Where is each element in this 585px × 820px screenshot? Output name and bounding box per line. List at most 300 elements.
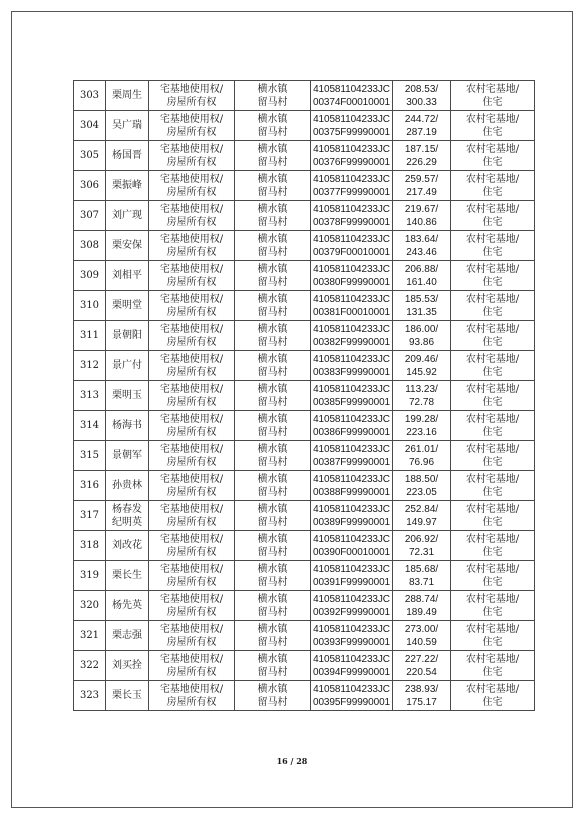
- usage-type-text: 农村宅基地/: [465, 173, 520, 185]
- location-text: 横水镇: [257, 683, 288, 695]
- unit-code: [311, 231, 393, 261]
- location-text: 横水镇: [257, 623, 288, 635]
- unit-code-text: 00376F99990001: [312, 156, 390, 168]
- table-row: [74, 381, 535, 411]
- unit-code: [311, 81, 393, 111]
- location: [235, 141, 311, 171]
- area-value-text: 72.78: [408, 396, 435, 408]
- unit-code-text: 410581104233JC: [313, 683, 390, 695]
- location-text: 留马村: [257, 606, 288, 618]
- table-row: [74, 141, 535, 171]
- area-value: [393, 351, 451, 381]
- location-text: 留马村: [257, 456, 288, 468]
- table-row: [74, 531, 535, 561]
- table-row: [74, 261, 535, 291]
- usage-type-text: 农村宅基地/: [465, 143, 520, 155]
- right-type-text: 房屋所有权: [166, 426, 217, 438]
- area-value-text: 113.23/: [405, 383, 438, 395]
- unit-code-text: 00391F99990001: [312, 576, 390, 588]
- area-value: [393, 471, 451, 501]
- unit-code: [311, 651, 393, 681]
- location-text: 留马村: [257, 666, 288, 678]
- area-value-text: 223.05: [406, 486, 437, 498]
- area-value: [393, 171, 451, 201]
- record-number: [74, 681, 106, 711]
- location: [235, 471, 311, 501]
- owner-name: [106, 441, 149, 471]
- unit-code: [311, 351, 393, 381]
- usage-type: [451, 261, 535, 291]
- right-type: [149, 441, 235, 471]
- record-number: [74, 561, 106, 591]
- right-type-text: 宅基地使用权/: [159, 83, 224, 95]
- unit-code: [311, 591, 393, 621]
- registration-table: [73, 80, 535, 711]
- area-value: [393, 111, 451, 141]
- unit-code-text: 410581104233JC: [313, 413, 390, 425]
- record-number-text: 316: [79, 480, 100, 491]
- table-row: [74, 81, 535, 111]
- table-body: [74, 81, 535, 711]
- table-row: [74, 591, 535, 621]
- usage-type-text: 住宅: [482, 186, 503, 198]
- right-type-text: 宅基地使用权/: [159, 473, 224, 485]
- owner-name-text: 杨海书: [112, 420, 142, 431]
- right-type-text: 房屋所有权: [166, 456, 217, 468]
- location-text: 留马村: [257, 276, 288, 288]
- record-number-text: 321: [79, 630, 100, 641]
- area-value: [393, 201, 451, 231]
- owner-name-text: 栗明堂: [112, 300, 142, 311]
- usage-type-text: 住宅: [482, 486, 503, 498]
- owner-name-text: 栗志强: [112, 630, 142, 641]
- location: [235, 171, 311, 201]
- right-type-text: 房屋所有权: [166, 276, 217, 288]
- right-type-text: 房屋所有权: [166, 156, 217, 168]
- owner-name-text: 景朝阳: [112, 330, 142, 341]
- right-type-text: 房屋所有权: [166, 546, 217, 558]
- usage-type: [451, 561, 535, 591]
- area-value: [393, 81, 451, 111]
- right-type-text: 宅基地使用权/: [159, 113, 224, 125]
- record-number-text: 312: [79, 360, 100, 371]
- area-value-text: 209.46/: [404, 353, 439, 365]
- right-type: [149, 351, 235, 381]
- record-number: [74, 171, 106, 201]
- location-text: 留马村: [257, 126, 288, 138]
- unit-code-text: 410581104233JC: [313, 383, 390, 395]
- owner-name-text: 杨先英: [112, 600, 142, 611]
- table-row: [74, 621, 535, 651]
- record-number-text: 313: [79, 390, 100, 401]
- owner-name: [106, 291, 149, 321]
- unit-code: [311, 141, 393, 171]
- area-value-text: 300.33: [406, 96, 437, 108]
- right-type: [149, 381, 235, 411]
- usage-type: [451, 201, 535, 231]
- area-value: [393, 141, 451, 171]
- record-number-text: 309: [79, 270, 100, 281]
- location: [235, 291, 311, 321]
- owner-name: [106, 411, 149, 441]
- right-type-text: 房屋所有权: [166, 366, 217, 378]
- record-number: [74, 441, 106, 471]
- usage-type: [451, 141, 535, 171]
- right-type: [149, 171, 235, 201]
- area-value-text: 145.92: [406, 366, 437, 378]
- unit-code-text: 410581104233JC: [313, 623, 390, 635]
- right-type: [149, 141, 235, 171]
- area-value-text: 227.22/: [404, 653, 439, 665]
- area-value-text: 206.92/: [404, 533, 439, 545]
- unit-code-text: 00388F99990001: [312, 486, 390, 498]
- location: [235, 441, 311, 471]
- right-type-text: 房屋所有权: [166, 336, 217, 348]
- usage-type-text: 住宅: [482, 696, 503, 708]
- unit-code: [311, 621, 393, 651]
- area-value-text: 149.97: [406, 516, 437, 528]
- usage-type-text: 农村宅基地/: [465, 653, 520, 665]
- record-number-text: 319: [79, 570, 100, 581]
- right-type-text: 宅基地使用权/: [159, 623, 224, 635]
- right-type-text: 房屋所有权: [166, 96, 217, 108]
- area-value: [393, 561, 451, 591]
- area-value-text: 208.53/: [404, 83, 439, 95]
- location: [235, 351, 311, 381]
- area-value-text: 223.16: [406, 426, 437, 438]
- location-text: 横水镇: [257, 473, 288, 485]
- table-row: [74, 471, 535, 501]
- unit-code-text: 00385F99990001: [312, 396, 390, 408]
- area-value-text: 261.01/: [404, 443, 439, 455]
- location: [235, 531, 311, 561]
- unit-code-text: 410581104233JC: [313, 323, 390, 335]
- location: [235, 621, 311, 651]
- table-row: [74, 681, 535, 711]
- right-type: [149, 681, 235, 711]
- area-value-text: 83.71: [408, 576, 435, 588]
- right-type-text: 宅基地使用权/: [159, 443, 224, 455]
- owner-name-text: 刘相平: [112, 270, 142, 281]
- unit-code: [311, 291, 393, 321]
- right-type-text: 宅基地使用权/: [159, 233, 224, 245]
- location-text: 横水镇: [257, 653, 288, 665]
- right-type: [149, 231, 235, 261]
- owner-name: [106, 681, 149, 711]
- unit-code-text: 410581104233JC: [313, 293, 390, 305]
- owner-name: [106, 591, 149, 621]
- usage-type-text: 住宅: [482, 156, 503, 168]
- table-row: [74, 561, 535, 591]
- owner-name: [106, 141, 149, 171]
- unit-code-text: 00390F00010001: [312, 546, 390, 558]
- unit-code: [311, 321, 393, 351]
- area-value-text: 243.46: [406, 246, 437, 258]
- location: [235, 261, 311, 291]
- usage-type-text: 农村宅基地/: [465, 563, 520, 575]
- area-value-text: 259.57/: [404, 173, 439, 185]
- usage-type-text: 农村宅基地/: [465, 443, 520, 455]
- record-number-text: 303: [79, 90, 100, 101]
- location-text: 留马村: [257, 306, 288, 318]
- area-value-text: 183.64/: [404, 233, 439, 245]
- location: [235, 561, 311, 591]
- usage-type: [451, 321, 535, 351]
- record-number-text: 310: [79, 300, 100, 311]
- usage-type-text: 住宅: [482, 276, 503, 288]
- usage-type-text: 住宅: [482, 336, 503, 348]
- usage-type: [451, 291, 535, 321]
- right-type-text: 房屋所有权: [166, 636, 217, 648]
- unit-code-text: 00394F99990001: [312, 666, 390, 678]
- record-number-text: 317: [79, 510, 100, 521]
- right-type-text: 房屋所有权: [166, 696, 217, 708]
- location-text: 留马村: [257, 216, 288, 228]
- owner-name: [106, 561, 149, 591]
- usage-type: [451, 381, 535, 411]
- usage-type: [451, 471, 535, 501]
- owner-name-text: 杨国晋: [112, 150, 142, 161]
- location-text: 横水镇: [257, 143, 288, 155]
- location-text: 留马村: [257, 636, 288, 648]
- right-type-text: 房屋所有权: [166, 216, 217, 228]
- owner-name: [106, 81, 149, 111]
- table-row: [74, 111, 535, 141]
- record-number-text: 322: [79, 660, 100, 671]
- unit-code: [311, 411, 393, 441]
- location: [235, 201, 311, 231]
- area-value-text: 140.86: [406, 216, 437, 228]
- area-value-text: 76.96: [408, 456, 435, 468]
- right-type-text: 房屋所有权: [166, 576, 217, 588]
- area-value-text: 199.28/: [404, 413, 439, 425]
- owner-name-text: 景朝军: [112, 450, 142, 461]
- unit-code-text: 00387F99990001: [312, 456, 390, 468]
- record-number-text: 318: [79, 540, 100, 551]
- usage-type-text: 农村宅基地/: [465, 83, 520, 95]
- record-number: [74, 531, 106, 561]
- table-row: [74, 501, 535, 531]
- area-value-text: 219.67/: [404, 203, 439, 215]
- record-number: [74, 651, 106, 681]
- location: [235, 111, 311, 141]
- usage-type-text: 住宅: [482, 396, 503, 408]
- owner-name-text: 吴广瑞: [112, 120, 142, 131]
- location-text: 横水镇: [257, 233, 288, 245]
- usage-type-text: 住宅: [482, 426, 503, 438]
- record-number-text: 315: [79, 450, 100, 461]
- usage-type: [451, 81, 535, 111]
- right-type: [149, 531, 235, 561]
- table-row: [74, 351, 535, 381]
- location-text: 留马村: [257, 516, 288, 528]
- area-value-text: 217.49: [406, 186, 437, 198]
- record-number: [74, 351, 106, 381]
- unit-code-text: 410581104233JC: [313, 203, 390, 215]
- location-text: 留马村: [257, 426, 288, 438]
- owner-name: [106, 651, 149, 681]
- area-value: [393, 591, 451, 621]
- unit-code-text: 410581104233JC: [313, 473, 390, 485]
- unit-code-text: 410581104233JC: [313, 443, 390, 455]
- location-text: 留马村: [257, 396, 288, 408]
- area-value-text: 238.93/: [404, 683, 439, 695]
- location-text: 横水镇: [257, 203, 288, 215]
- area-value-text: 273.00/: [404, 623, 439, 635]
- area-value: [393, 681, 451, 711]
- area-value-text: 252.84/: [404, 503, 439, 515]
- record-number-text: 314: [79, 420, 100, 431]
- usage-type-text: 住宅: [482, 246, 503, 258]
- owner-name-text: 栗安保: [112, 240, 142, 251]
- usage-type-text: 农村宅基地/: [465, 323, 520, 335]
- unit-code-text: 410581104233JC: [313, 113, 390, 125]
- owner-name: [106, 261, 149, 291]
- document-page: [11, 11, 573, 808]
- usage-type-text: 农村宅基地/: [465, 503, 520, 515]
- record-number: [74, 291, 106, 321]
- right-type-text: 宅基地使用权/: [159, 653, 224, 665]
- area-value-text: 288.74/: [404, 593, 439, 605]
- area-value-text: 287.19: [406, 126, 437, 138]
- unit-code: [311, 171, 393, 201]
- owner-name-text: 刘广现: [112, 210, 142, 221]
- usage-type-text: 农村宅基地/: [465, 263, 520, 275]
- location-text: 横水镇: [257, 593, 288, 605]
- usage-type-text: 农村宅基地/: [465, 593, 520, 605]
- usage-type-text: 住宅: [482, 216, 503, 228]
- usage-type-text: 农村宅基地/: [465, 413, 520, 425]
- record-number: [74, 321, 106, 351]
- right-type-text: 宅基地使用权/: [159, 683, 224, 695]
- usage-type: [451, 441, 535, 471]
- unit-code-text: 00374F00010001: [312, 96, 390, 108]
- owner-name-text: 刘买拴: [112, 660, 142, 671]
- location: [235, 81, 311, 111]
- right-type-text: 宅基地使用权/: [159, 503, 224, 515]
- record-number-text: 305: [79, 150, 100, 161]
- area-value: [393, 411, 451, 441]
- unit-code-text: 410581104233JC: [313, 533, 390, 545]
- usage-type: [451, 621, 535, 651]
- location-text: 横水镇: [257, 173, 288, 185]
- unit-code-text: 410581104233JC: [313, 173, 390, 185]
- record-number: [74, 261, 106, 291]
- area-value-text: 189.49: [406, 606, 437, 618]
- right-type-text: 房屋所有权: [166, 606, 217, 618]
- owner-name: [106, 621, 149, 651]
- unit-code-text: 410581104233JC: [313, 653, 390, 665]
- owner-name-text: 栗明玉: [112, 390, 142, 401]
- usage-type: [451, 411, 535, 441]
- usage-type-text: 农村宅基地/: [465, 113, 520, 125]
- location-text: 横水镇: [257, 353, 288, 365]
- area-value-text: 140.59: [406, 636, 437, 648]
- usage-type-text: 住宅: [482, 546, 503, 558]
- right-type-text: 宅基地使用权/: [159, 383, 224, 395]
- area-value: [393, 261, 451, 291]
- location-text: 横水镇: [257, 323, 288, 335]
- usage-type: [451, 591, 535, 621]
- unit-code: [311, 201, 393, 231]
- unit-code: [311, 441, 393, 471]
- location-text: 横水镇: [257, 563, 288, 575]
- unit-code-text: 00383F99990001: [312, 366, 390, 378]
- right-type-text: 房屋所有权: [166, 186, 217, 198]
- usage-type: [451, 651, 535, 681]
- right-type: [149, 591, 235, 621]
- right-type: [149, 111, 235, 141]
- owner-name-text: 杨春发: [112, 503, 142, 515]
- unit-code-text: 00378F99990001: [312, 216, 390, 228]
- area-value: [393, 381, 451, 411]
- table-row: [74, 651, 535, 681]
- right-type: [149, 471, 235, 501]
- record-number-text: 304: [79, 120, 100, 131]
- location-text: 留马村: [257, 576, 288, 588]
- area-value: [393, 531, 451, 561]
- right-type-text: 房屋所有权: [166, 666, 217, 678]
- usage-type-text: 住宅: [482, 126, 503, 138]
- record-number-text: 308: [79, 240, 100, 251]
- unit-code: [311, 381, 393, 411]
- record-number-text: 307: [79, 210, 100, 221]
- usage-type-text: 住宅: [482, 366, 503, 378]
- right-type-text: 宅基地使用权/: [159, 143, 224, 155]
- location-text: 留马村: [257, 186, 288, 198]
- record-number: [74, 381, 106, 411]
- usage-type: [451, 111, 535, 141]
- right-type: [149, 411, 235, 441]
- usage-type-text: 农村宅基地/: [465, 383, 520, 395]
- unit-code-text: 00379F00010001: [312, 246, 390, 258]
- right-type-text: 宅基地使用权/: [159, 323, 224, 335]
- location-text: 横水镇: [257, 113, 288, 125]
- unit-code-text: 410581104233JC: [313, 233, 390, 245]
- location: [235, 321, 311, 351]
- location: [235, 591, 311, 621]
- usage-type-text: 农村宅基地/: [465, 203, 520, 215]
- area-value: [393, 291, 451, 321]
- location-text: 横水镇: [257, 83, 288, 95]
- location-text: 留马村: [257, 246, 288, 258]
- unit-code-text: 410581104233JC: [313, 503, 390, 515]
- right-type-text: 宅基地使用权/: [159, 353, 224, 365]
- right-type-text: 房屋所有权: [166, 306, 217, 318]
- usage-type-text: 住宅: [482, 306, 503, 318]
- owner-name-text: 孙贵林: [112, 480, 142, 491]
- area-value-text: 72.31: [408, 546, 435, 558]
- unit-code: [311, 561, 393, 591]
- location-text: 横水镇: [257, 443, 288, 455]
- owner-name-text: 景广付: [112, 360, 142, 371]
- record-number-text: 320: [79, 600, 100, 611]
- area-value-text: 244.72/: [404, 113, 439, 125]
- unit-code-text: 410581104233JC: [313, 353, 390, 365]
- location-text: 留马村: [257, 156, 288, 168]
- usage-type-text: 住宅: [482, 456, 503, 468]
- right-type: [149, 501, 235, 531]
- record-number-text: 306: [79, 180, 100, 191]
- area-value-text: 185.68/: [404, 563, 439, 575]
- unit-code-text: 00395F99990001: [312, 696, 390, 708]
- area-value-text: 186.00/: [404, 323, 439, 335]
- record-number: [74, 111, 106, 141]
- usage-type: [451, 681, 535, 711]
- right-type: [149, 321, 235, 351]
- location-text: 留马村: [257, 696, 288, 708]
- unit-code: [311, 471, 393, 501]
